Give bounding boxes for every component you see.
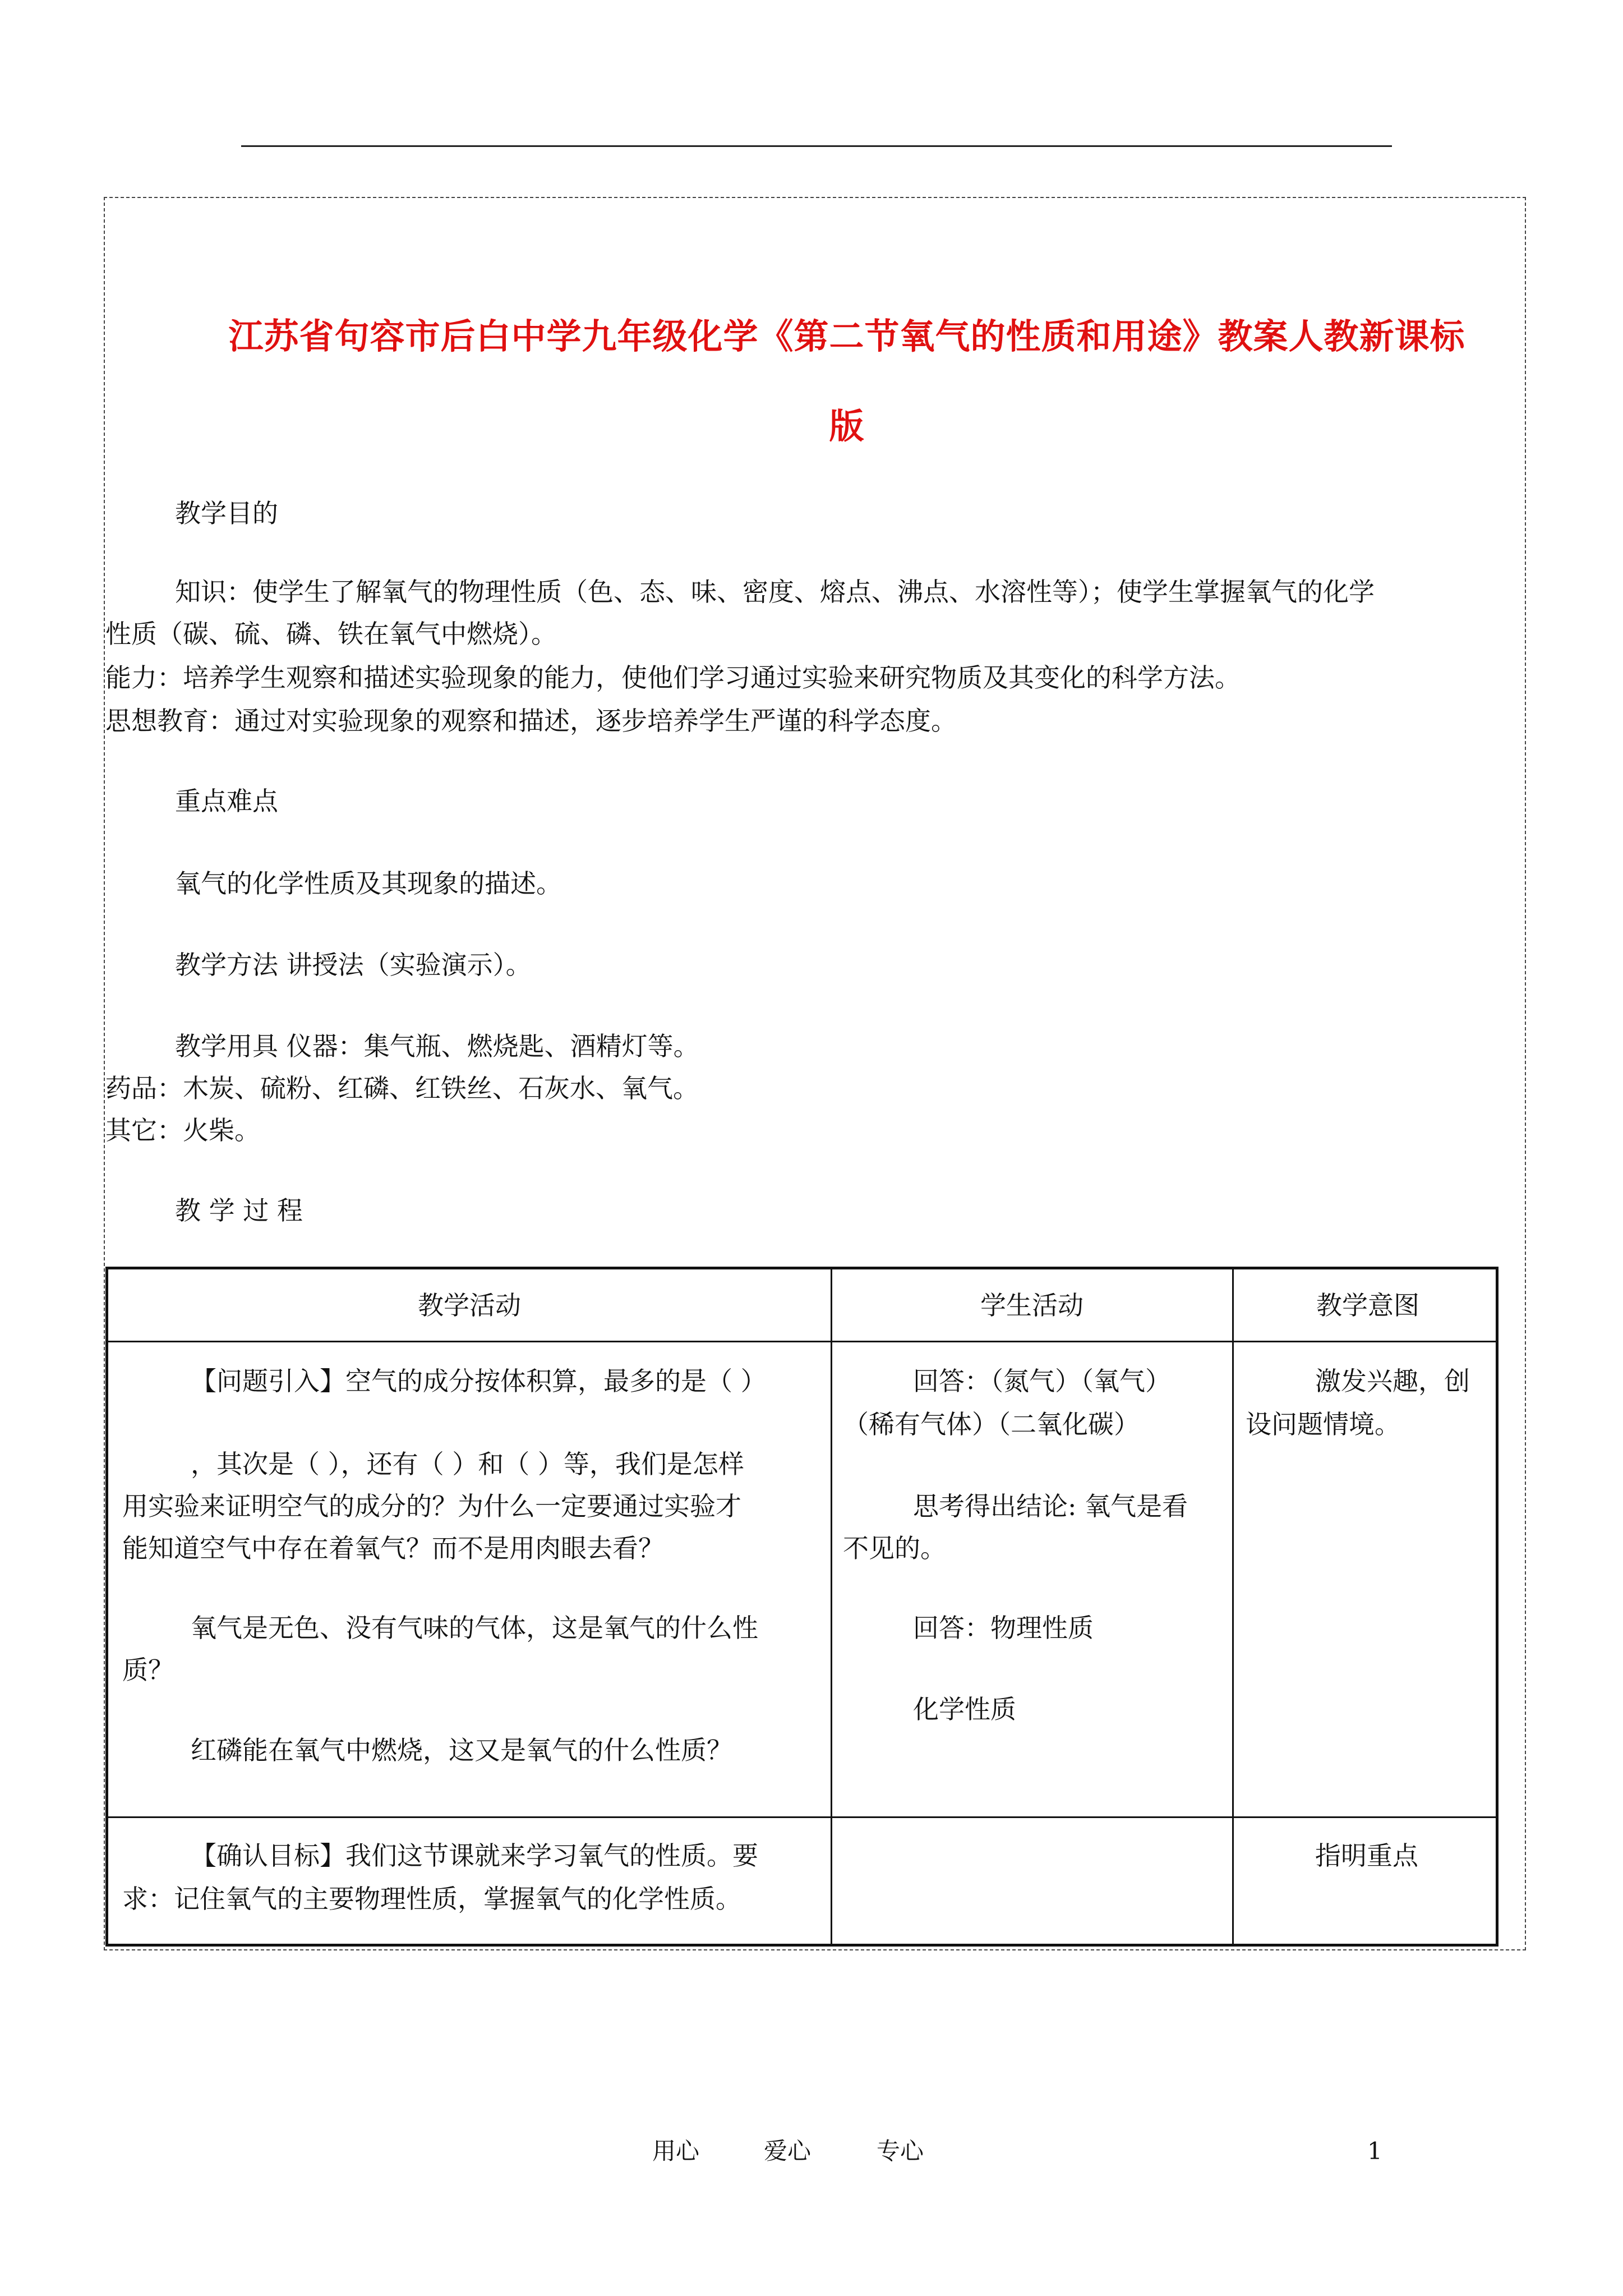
intent-line: 指明重点 [1315,1841,1418,1871]
activity-line: 能知道空气中存在着氧气？而不是用肉眼去看？ [122,1533,664,1563]
title-line-1: 江苏省句容市后白中学九年级化学《第二节氧气的性质和用途》教案人教新课标 [228,316,1465,357]
student-line: （稀有气体）（二氧化碳） [843,1409,1140,1439]
column-divider [831,1269,832,1944]
footer-motto-2: 爱心 [764,2137,811,2165]
activity-line: 求：记住氧气的主要物理性质，掌握氧气的化学性质。 [122,1884,741,1914]
knowledge-line-2: 性质（碳、硫、磷、铁在氧气中燃烧）。 [105,619,557,649]
activity-line: 氧气是无色、没有气味的气体，这是氧气的什么性 [191,1613,758,1643]
knowledge-line-1: 知识：使学生了解氧气的物理性质（色、态、味、密度、熔点、沸点、水溶性等）；使学生掌握氧气的化学 [175,577,1375,607]
others-line: 其它：火柴。 [105,1115,260,1145]
student-line: 思考得出结论: 氧气是看 [913,1491,1188,1521]
footer-motto-1: 用心 [652,2137,700,2165]
teaching-method: 教学方法 讲授法（实验演示）。 [175,950,532,980]
activity-line: 用实验来证明空气的成分的？为什么一定要通过实验才 [122,1491,741,1521]
student-line: 化学性质 [913,1694,1016,1724]
page-number: 1 [1367,2137,1382,2165]
header-rule [241,145,1392,147]
ability-line: 能力：培养学生观察和描述实验现象的能力，使他们学习通过实验来研究物质及其变化的科学方法。 [105,662,1241,693]
key-points-heading: 重点难点 [175,786,278,816]
drugs-line: 药品：木炭、硫粉、红磷、红铁丝、石灰水、氧气。 [105,1073,699,1103]
row-divider [108,1341,1496,1342]
activity-line: 【确认目标】我们这节课就来学习氧气的性质。要 [191,1841,758,1871]
lesson-table [105,1267,1498,1947]
column-divider [1232,1269,1234,1944]
header-student-activity: 学生活动 [980,1290,1083,1320]
title-line-2: 版 [829,406,865,447]
intent-line: 设问题情境。 [1246,1409,1400,1439]
document-title [168,292,1525,471]
activity-line: 【问题引入】空气的成分按体积算，最多的是（ ） [191,1366,767,1396]
intent-line: 激发兴趣，创 [1315,1366,1470,1396]
key-points-text: 氧气的化学性质及其现象的描述。 [175,868,562,899]
activity-line: 红磷能在氧气中燃烧，这又是氧气的什么性质？ [191,1735,732,1765]
activity-line: 质？ [122,1655,174,1685]
student-line: 不见的。 [843,1533,946,1563]
activity-line: ，其次是（ ），还有（ ）和（ ）等，我们是怎样 [191,1449,744,1479]
header-teaching-intent: 教学意图 [1316,1290,1419,1320]
footer-motto-3: 专心 [877,2137,924,2165]
header-teaching-activity: 教学活动 [418,1290,521,1320]
process-heading: 教 学 过 程 [175,1195,303,1226]
student-line: 回答：（氮气）（氧气） [913,1366,1171,1396]
ideology-line: 思想教育：通过对实验现象的观察和描述，逐步培养学生严谨的科学态度。 [105,706,957,736]
teaching-tools: 教学用具 仪器：集气瓶、燃烧匙、酒精灯等。 [175,1031,699,1061]
teaching-goals-heading: 教学目的 [175,498,278,528]
row-divider [108,1816,1496,1818]
student-line: 回答：物理性质 [913,1613,1094,1643]
